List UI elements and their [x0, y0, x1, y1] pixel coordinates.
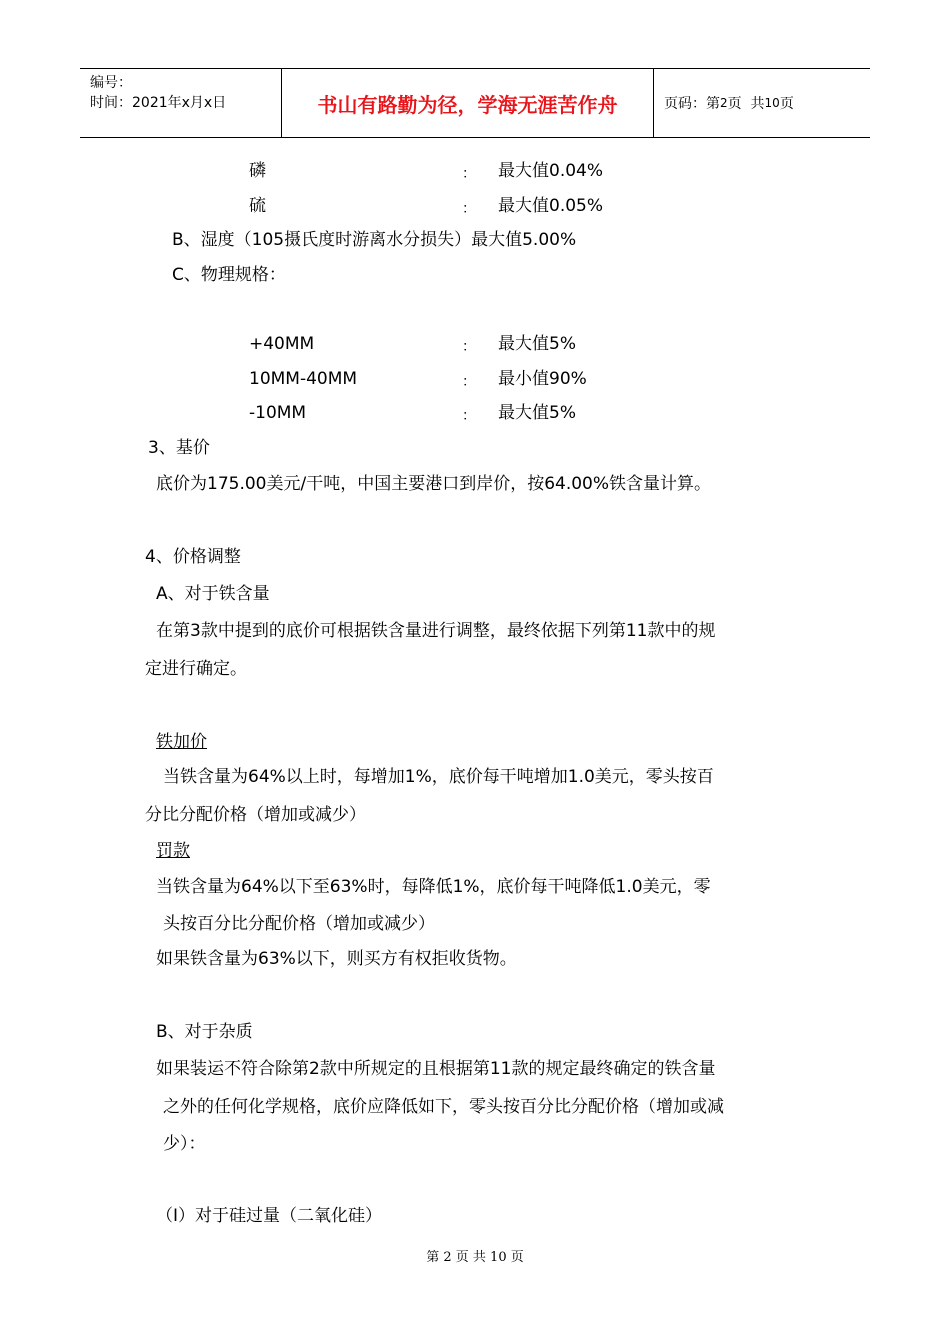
section-4a-title: A、对于铁含量: [156, 584, 270, 604]
size-value-3: 最大值5%: [498, 403, 576, 423]
rejection-clause: 如果铁含量为63%以下，则买方有权拒收货物。: [156, 949, 517, 969]
section-4b-title: B、对于杂质: [156, 1022, 253, 1042]
page-header: [80, 68, 870, 138]
spec-name-sulfur: 硫: [249, 196, 266, 216]
header-left-cell: [80, 69, 280, 137]
page-current: 2: [720, 96, 728, 110]
section-4a-body-line-1: 在第3款中提到的底价可根据铁含量进行调整，最终依据下列第11款中的规: [156, 621, 716, 641]
section-3-body: 底价为175.00美元/干吨，中国主要港口到岸价，按64.00%铁含量计算。: [156, 474, 712, 494]
section-4a-body-line-2: 定进行确定。: [145, 659, 247, 679]
size-value-2: 最小值90%: [498, 369, 587, 389]
spec-name-phosphorus: 磷: [249, 161, 266, 181]
size-colon-1: ：: [462, 339, 476, 355]
spec-colon-phosphorus: ：: [462, 166, 476, 182]
size-colon-3: ：: [462, 408, 476, 424]
spec-value-phosphorus: 最大值0.04%: [498, 161, 604, 181]
moisture-spec: B、湿度（105摄氏度时游离水分损失）最大值5.00%: [172, 230, 577, 250]
header-motto: 书山有路勤为径，学海无涯苦作舟: [281, 69, 654, 137]
section-4b-line-1: 如果装运不符合除第2款中所规定的且根据第11款的规定最终确定的铁含量: [156, 1059, 716, 1079]
penalty-line-1: 当铁含量为64%以下至63%时，每降低1%，底价每干吨降低1.0美元，零: [156, 877, 711, 897]
silica-clause: （I）对于硅过量（二氧化硅）: [156, 1206, 383, 1226]
section-4b-line-2: 之外的任何化学规格，底价应降低如下，零头按百分比分配价格（增加或减: [163, 1097, 724, 1117]
section-4-title: 4、价格调整: [145, 547, 241, 567]
penalty-title: 罚款: [156, 841, 190, 861]
penalty-line-2: 头按百分比分配价格（增加或减少）: [163, 914, 435, 934]
document-number-label: 编号：: [90, 75, 132, 91]
spec-value-sulfur: 最大值0.05%: [498, 196, 604, 216]
iron-bonus-title: 铁加价: [156, 732, 207, 752]
size-colon-2: ：: [462, 374, 476, 390]
page-suffix: 页: [779, 96, 794, 112]
physical-spec-heading: C、物理规格：: [172, 265, 286, 285]
size-value-1: 最大值5%: [498, 334, 576, 354]
document-time-label: 时间：2021年x月x日: [90, 95, 227, 111]
spec-colon-sulfur: ：: [462, 201, 476, 217]
page-middle: 页 共: [727, 96, 765, 112]
section-3-title: 3、基价: [148, 438, 210, 458]
page-prefix: 页码：第: [664, 96, 720, 112]
iron-bonus-line-1: 当铁含量为64%以上时，每增加1%，底价每干吨增加1.0美元，零头按百: [163, 767, 714, 787]
size-name-2: 10MM-40MM: [249, 369, 358, 389]
iron-bonus-line-2: 分比分配价格（增加或减少）: [145, 805, 366, 825]
section-4b-line-3: 少）：: [163, 1134, 206, 1154]
page-footer: 第 2 页 共 10 页: [426, 1250, 524, 1265]
size-name-3: -10MM: [249, 403, 307, 423]
page-total: 10: [764, 96, 780, 110]
size-name-1: +40MM: [249, 334, 315, 354]
header-page-info: [664, 69, 794, 137]
